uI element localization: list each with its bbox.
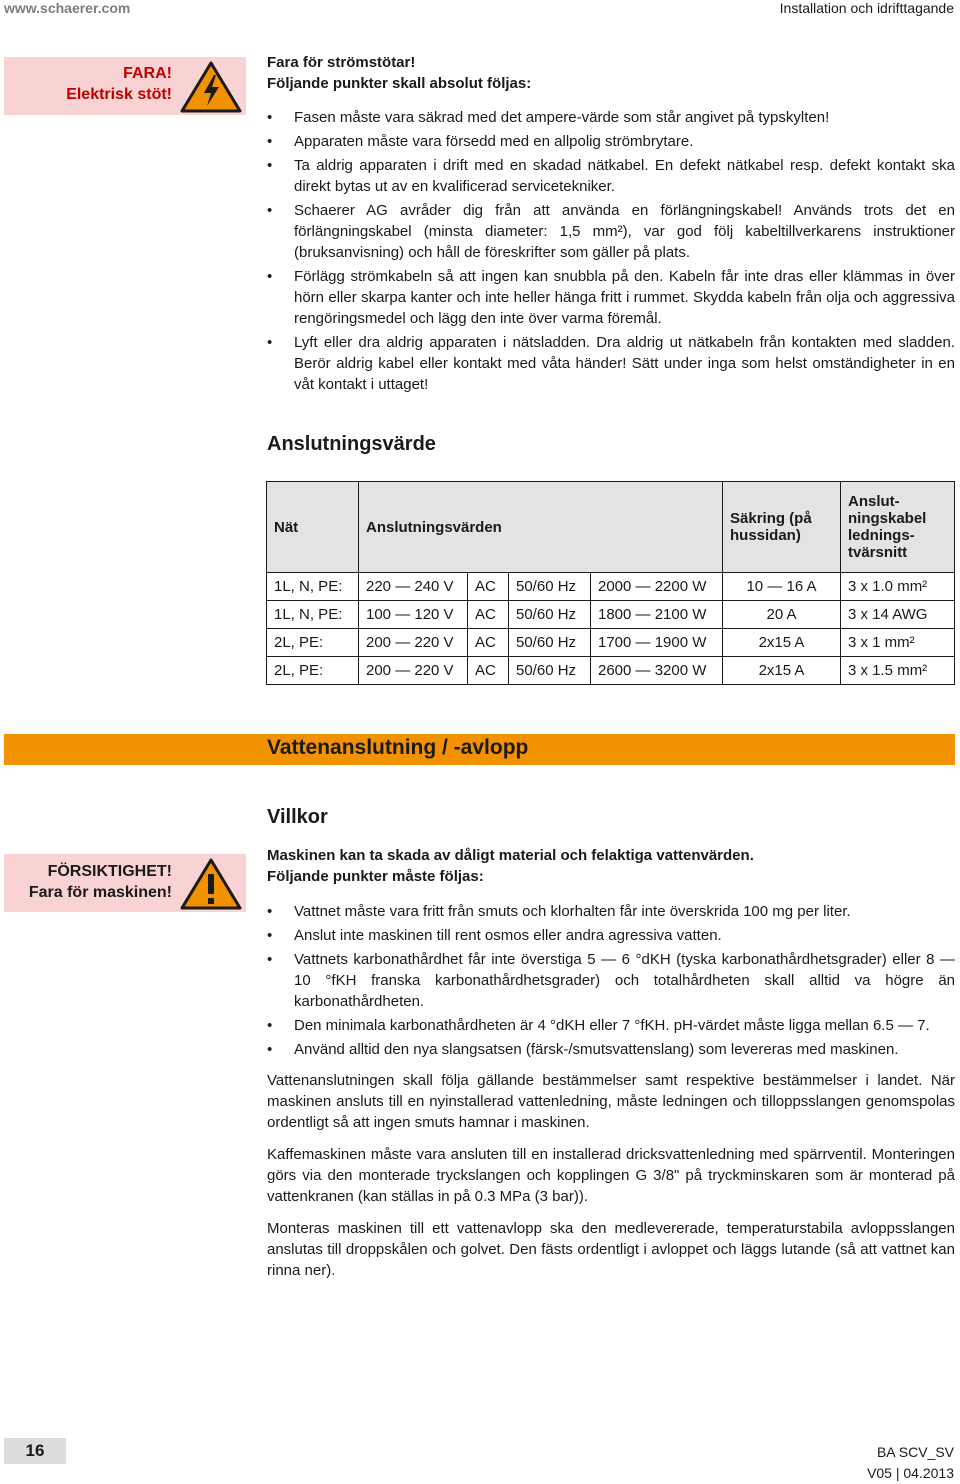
col-net: Nät [267,482,359,573]
cell-net: 1L, N, PE: [267,573,359,601]
page-number: 16 [4,1438,66,1464]
danger-label [66,63,172,105]
cell-fuse: 2x15 A [723,629,841,657]
list-item: • Använd alltid den nya slangsatsen (färsk-/smutsvattenslang) som levereras med maskinen. [267,1039,955,1060]
caution-warning-icon [180,858,242,910]
danger-title-1: Fara för strömstötar! [267,54,416,71]
cell-power: 1800 — 2100 W [591,601,723,629]
cell-net: 2L, PE: [267,629,359,657]
caution-label-line1: FÖRSIKTIGHET! [47,863,172,880]
section-bar-title: Vattenanslutning / -avlopp [267,736,529,759]
cell-freq: 50/60 Hz [509,601,591,629]
list-item: • Apparaten måste vara försedd med en allpolig strömbrytare. [267,131,955,152]
cell-net: 2L, PE: [267,657,359,685]
danger-label-line2: Elektrisk stöt! [66,86,172,103]
cell-freq: 50/60 Hz [509,657,591,685]
doc-id: BA SCV_SV [876,1444,954,1460]
caution-label-line2: Fara för maskinen! [28,884,172,901]
cell-power: 1700 — 1900 W [591,629,723,657]
table-row [267,601,955,629]
cell-ac: AC [468,573,509,601]
cell-cable: 3 x 1.0 mm² [841,573,955,601]
danger-bullet-list [267,107,955,395]
paragraph: Kaffemaskinen måste vara ansluten till en installerad dricksvattenledning med spärrventil. Monteringen görs via den monterade tryckslangen och kopplingen G 3/8" på tryckminskaren som är monterad på vattenkranen (kan ställas in på 0.3 MPa (3 bar)). [267,1146,955,1205]
doc-version: V05 | 04.2013 [867,1465,954,1481]
caution-title-1: Maskinen kan ta skada av dåligt material och felaktiga vattenvärden. [267,847,754,864]
danger-box [4,57,246,115]
cell-power: 2600 — 3200 W [591,657,723,685]
list-item: • Anslut inte maskinen till rent osmos eller andra agressiva vatten. [267,925,955,946]
list-item: • Lyft eller dra aldrig apparaten i nätsladden. Dra aldrig ut nätkabeln från kontakten med sladden. Berör aldrig kabel eller kontakt med våta händer! Sätt under inga som helst omständigheter in en våt kontakt i uttaget! [267,332,955,395]
table-row [267,657,955,685]
caution-title-2: Följande punkter måste följas: [267,868,484,885]
table-row [267,573,955,601]
cell-voltage: 200 — 220 V [359,657,468,685]
list-item: • Schaerer AG avråder dig från att använda en förlängningskabel! Används trots det en förlängningskabel (minsta diameter: 1,5 mm²), var god följ kabeltillverkarens instruktioner (bruksanvisning) och håll de föreskrifter som gäller på plats. [267,200,955,263]
section-bar [4,734,955,765]
cell-freq: 50/60 Hz [509,629,591,657]
cell-fuse: 20 A [723,601,841,629]
caution-bullet-list [267,901,955,1060]
list-item: • Vattnets karbonathårdhet får inte överstiga 5 — 6 °dKH (tyska karbonathårdhetsgrader) eller 8 — 10 °fKH franska karbonathårdhetsgrader) och totalhårdheten skall alltid va högre än karbonathårdheten. [267,949,955,1012]
cell-fuse: 10 — 16 A [723,573,841,601]
cell-ac: AC [468,629,509,657]
header-site[interactable]: www.schaerer.com [4,0,131,16]
conditions-heading: Villkor [267,806,328,828]
danger-label-line1: FARA! [123,65,172,82]
cell-voltage: 200 — 220 V [359,629,468,657]
table-row [267,629,955,657]
doc-reference [867,1442,954,1484]
col-values: Anslutningsvärden [359,482,723,573]
list-item: • Ta aldrig apparaten i drift med en skadad nätkabel. En defekt nätkabel resp. defekt kontakt ska direkt bytas ut av en kvalificerad servicetekniker. [267,155,955,197]
cell-power: 2000 — 2200 W [591,573,723,601]
connection-table [266,481,955,685]
list-item: • Förlägg strömkabeln så att ingen kan snubbla på den. Kabeln får inte dras eller klämmas in över hörn eller skarpa kanter och inte heller hänga fritt i rummet. Skydda kabeln från olja och aggressiva rengöringsmedel och lägg den inte över varma föremål. [267,266,955,329]
cell-voltage: 220 — 240 V [359,573,468,601]
caution-content [267,845,955,1281]
cell-fuse: 2x15 A [723,657,841,685]
caution-box [4,854,246,912]
col-cable: Anslut-ningskabel lednings-tvärsnitt [841,482,955,573]
cell-cable: 3 x 1.5 mm² [841,657,955,685]
paragraph: Monteras maskinen till ett vattenavlopp ska den medlevererade, temperaturstabila avloppsslangen anslutas till droppskålen och golvet. Den fästs ordentligt i avloppet och läggs lutande (så att vattnet kan rinna ner). [267,1220,955,1279]
danger-content [267,52,955,395]
cell-ac: AC [468,601,509,629]
table-header-row [267,482,955,573]
list-item: • Fasen måste vara säkrad med det ampere-värde som står angivet på typskylten! [267,107,955,128]
cell-net: 1L, N, PE: [267,601,359,629]
caution-label [29,861,172,903]
col-fuse: Säkring (på hussidan) [723,482,841,573]
list-item: • Den minimala karbonathårdheten är 4 °dKH eller 7 °fKH. pH-värdet måste ligga mellan 6.5 — 7. [267,1015,955,1036]
electric-shock-warning-icon [180,61,242,113]
cell-ac: AC [468,657,509,685]
cell-freq: 50/60 Hz [509,573,591,601]
header-section: Installation och idrifttagande [779,0,954,16]
list-item: • Vattnet måste vara fritt från smuts och klorhalten får inte överskrida 100 mg per liter. [267,901,955,922]
danger-title-2: Följande punkter skall absolut följas: [267,75,532,92]
connection-heading: Anslutningsvärde [267,433,436,455]
cell-cable: 3 x 14 AWG [841,601,955,629]
cell-cable: 3 x 1 mm² [841,629,955,657]
cell-voltage: 100 — 120 V [359,601,468,629]
paragraph: Vattenanslutningen skall följa gällande bestämmelser samt respektive bestämmelser i landet. När maskinen ansluts till en nyinstallerad vattenledning, måste ledningen och tilloppsslangen genomspolas ordentligt så att ingen smuts hamnar i maskinen. [267,1072,955,1131]
